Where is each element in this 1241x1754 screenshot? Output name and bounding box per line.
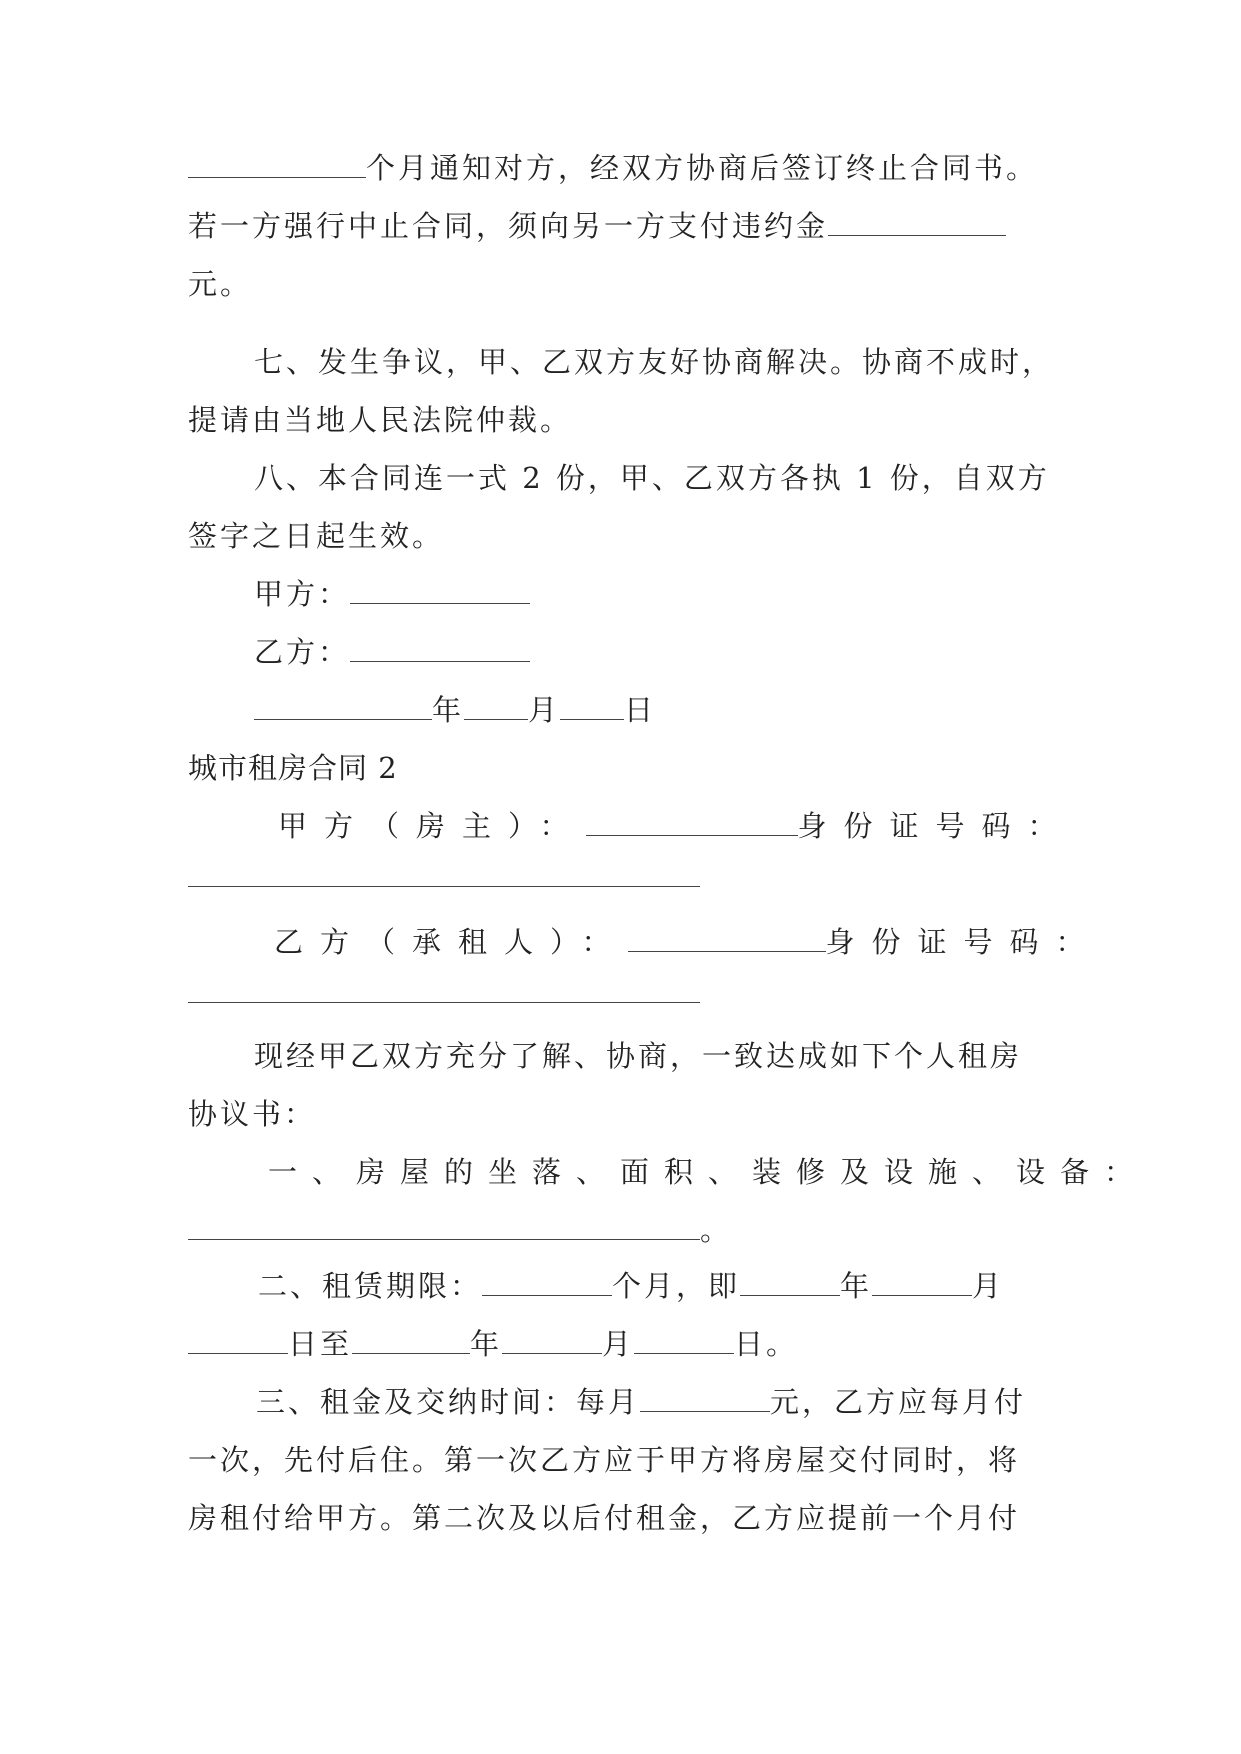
blank-underline bbox=[560, 697, 624, 720]
line-text: 协议书： bbox=[188, 1097, 317, 1131]
line-text: 乙方： bbox=[254, 635, 351, 669]
clause-3 bbox=[256, 1382, 1026, 1422]
clause-2 bbox=[258, 1266, 1004, 1306]
clause-7 bbox=[254, 342, 1054, 382]
blank-underline bbox=[464, 697, 528, 720]
blank-underline bbox=[188, 886, 700, 887]
line-text: 二、租赁期限： bbox=[258, 1269, 483, 1303]
line-text: 月 bbox=[972, 1269, 1005, 1303]
line-text: 日至 bbox=[288, 1327, 353, 1361]
line-text: 签字之日起生效。 bbox=[188, 519, 445, 553]
line-text: 城市租房合同 2 bbox=[188, 751, 398, 785]
line-text: 月 bbox=[602, 1327, 635, 1361]
line-text: 日。 bbox=[734, 1327, 799, 1361]
blank-underline bbox=[188, 155, 366, 178]
line-text: 日 bbox=[624, 693, 657, 727]
line-text: 八、本合同连一式 2 份，甲、乙双方各执 1 份，自双方 bbox=[254, 461, 1050, 495]
clause-3-cont bbox=[188, 1440, 1020, 1480]
paragraph-line bbox=[188, 206, 1006, 246]
blank-underline bbox=[350, 639, 530, 662]
line-text: 元。 bbox=[188, 267, 253, 301]
party-b-signature bbox=[254, 632, 530, 672]
section-title bbox=[188, 748, 398, 788]
paragraph-line bbox=[188, 264, 252, 304]
line-text: 年 bbox=[470, 1327, 503, 1361]
blank-underline bbox=[188, 1217, 700, 1240]
line-text: 三、租金及交纳时间：每月 bbox=[256, 1385, 641, 1419]
blank-underline bbox=[254, 697, 432, 720]
party-a-signature bbox=[254, 574, 530, 614]
intro-paragraph bbox=[254, 1036, 1022, 1076]
line-text: 个月通知对方，经双方协商后签订终止合同书。 bbox=[366, 151, 1039, 185]
line-text: 。 bbox=[700, 1213, 733, 1247]
clause-1 bbox=[268, 1152, 1148, 1192]
line-text: 一次，先付后住。第一次乙方应于甲方将房屋交付同时，将 bbox=[188, 1443, 1021, 1477]
blank-underline bbox=[828, 213, 1006, 236]
blank-underline bbox=[502, 1331, 602, 1354]
clause-1-cont bbox=[188, 1210, 732, 1250]
line-text: 月 bbox=[528, 693, 561, 727]
line-text: 元，乙方应每月付 bbox=[770, 1385, 1027, 1419]
blank-underline bbox=[740, 1273, 840, 1296]
blank-underline bbox=[628, 929, 826, 952]
line-text: 提请由当地人民法院仲裁。 bbox=[188, 403, 573, 437]
clause-2-cont bbox=[188, 1324, 798, 1364]
blank-underline bbox=[188, 1002, 700, 1003]
blank-underline bbox=[872, 1273, 972, 1296]
line-text: 个月，即 bbox=[612, 1269, 741, 1303]
line-text: 现经甲乙双方充分了解、协商，一致达成如下个人租房 bbox=[254, 1039, 1023, 1073]
blank-underline bbox=[188, 1331, 288, 1354]
blank-underline bbox=[350, 581, 530, 604]
line-text: 七、发生争议，甲、乙双方友好协商解决。协商不成时， bbox=[254, 345, 1055, 379]
blank-underline bbox=[482, 1273, 612, 1296]
sign-date bbox=[254, 690, 656, 730]
blank-underline bbox=[634, 1331, 734, 1354]
line-text: 身份证号码： bbox=[825, 925, 1102, 959]
clause-7-cont bbox=[188, 400, 572, 440]
intro-paragraph-cont bbox=[188, 1094, 316, 1134]
clause-8-cont bbox=[188, 516, 444, 556]
blank-underline bbox=[640, 1389, 770, 1412]
line-text: 身份证号码： bbox=[797, 809, 1074, 843]
line-text: 甲方： bbox=[254, 577, 351, 611]
paragraph-line bbox=[188, 148, 1038, 188]
line-text: 若一方强行中止合同，须向另一方支付违约金 bbox=[188, 209, 829, 243]
blank-underline bbox=[352, 1331, 470, 1354]
clause-8 bbox=[254, 458, 1050, 498]
line-text: 房租付给甲方。第二次及以后付租金，乙方应提前一个月付 bbox=[188, 1501, 1021, 1535]
landlord-line bbox=[278, 806, 1074, 846]
line-text: 年 bbox=[432, 693, 465, 727]
line-text: 乙方（承租人）： bbox=[274, 925, 628, 959]
clause-3-cont bbox=[188, 1498, 1020, 1538]
blank-underline bbox=[586, 813, 798, 836]
tenant-line bbox=[274, 922, 1102, 962]
line-text: 年 bbox=[840, 1269, 873, 1303]
line-text: 甲方（房主）： bbox=[278, 809, 586, 843]
line-text: 一、房屋的坐落、面积、装修及设施、设备： bbox=[268, 1155, 1149, 1189]
